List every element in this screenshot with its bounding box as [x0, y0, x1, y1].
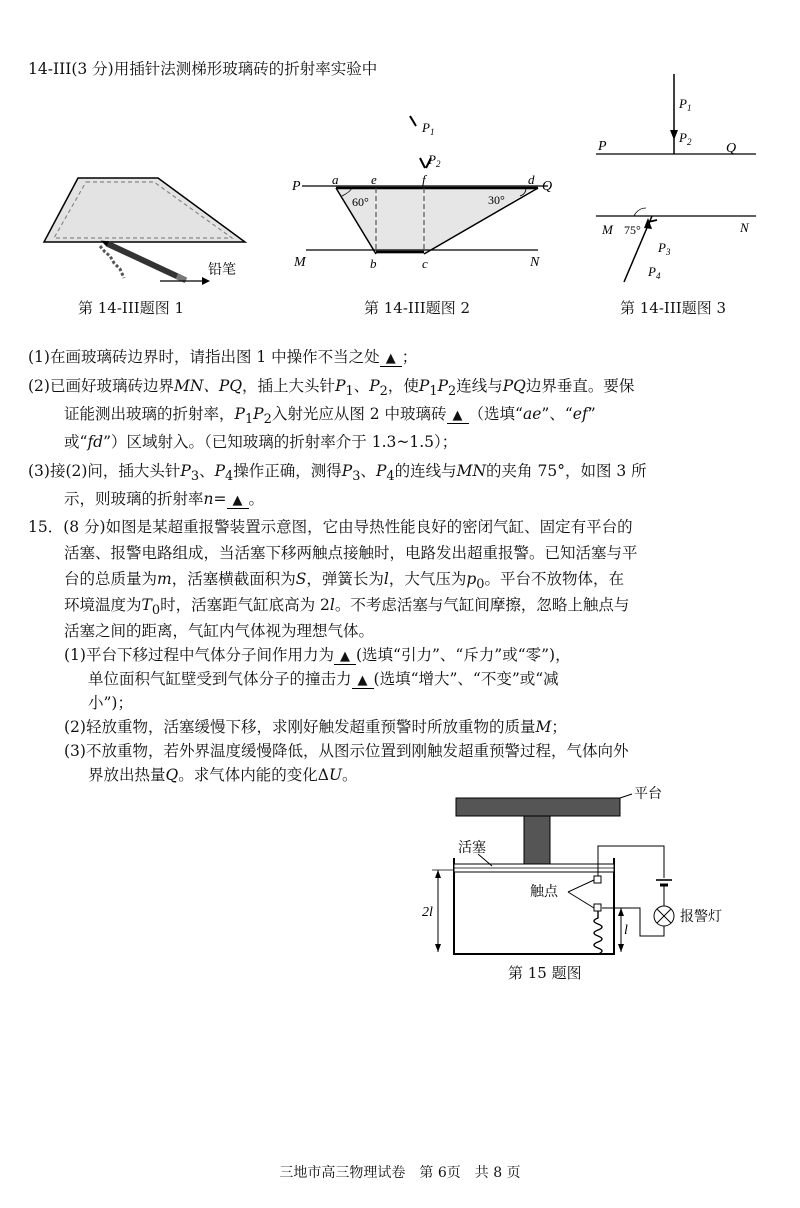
svg-text:M: M — [294, 255, 306, 270]
svg-text:d: d — [528, 172, 535, 187]
svg-text:P3: $P_3$ — [658, 240, 671, 257]
page-footer: 三地市高三物理试卷 第 6页 共 8 页 — [279, 1165, 521, 1181]
figure-3 — [590, 72, 765, 292]
q15-line3: 台的总质量为m，活塞横截面积为S，弹簧长为l，大气压为$p_0$。平台不放物体，在 — [64, 570, 625, 593]
svg-text:a: a — [332, 172, 339, 187]
figure-1 — [40, 168, 270, 288]
q14-part2-line1: (2)已画好玻璃砖边界MN、PQ，插上大头针$P_1$、$P_2$，使$P_1P_2$连线与PQ边界垂直。要保 — [28, 377, 635, 400]
q14-part2-line2: 证能测出玻璃的折射率，$P_1P_2$入射光应从图 2 中玻璃砖 ▲ （选填“ae”、“ef” — [64, 405, 596, 428]
q15-sub1-line3: 小”)； — [88, 694, 133, 712]
svg-text:P2: $P_2$ — [428, 152, 441, 169]
svg-text:f: f — [422, 172, 426, 187]
svg-text:30°: 30° — [488, 193, 505, 207]
svg-text:报警灯: 报警灯 — [680, 910, 722, 925]
svg-text:75°: 75° — [624, 223, 641, 237]
figure-15-caption: 第 15 题图 — [508, 964, 582, 982]
svg-text:P: P — [292, 179, 301, 194]
q15-sub3-line2: 界放出热量Q。求气体内能的变化ΔU。 — [88, 766, 358, 784]
svg-text:P: P — [598, 139, 607, 154]
svg-text:N: N — [530, 255, 540, 270]
svg-text:P2: $P_2$ — [679, 130, 692, 147]
pin-P1 — [410, 116, 416, 126]
svg-text:b: b — [370, 256, 377, 271]
pencil — [99, 238, 187, 283]
spring — [594, 911, 602, 954]
q14-header: 14-III(3 分)用插针法测梯形玻璃砖的折射率实验中 — [28, 60, 378, 78]
q14-part3-line1: (3)接(2)问，插大头针$P_3$、$P_4$操作正确，测得$P_3$、$P_4$的连线与MN的夹角 75°，如图 3 所 — [28, 462, 647, 485]
svg-text:触点: 触点 — [530, 885, 558, 900]
figure-2-caption: 第 14-III题图 2 — [364, 299, 471, 317]
figure-15 — [418, 784, 758, 964]
svg-text:P4: $P_4$ — [648, 264, 661, 281]
q15-sub2: (2)轻放重物，活塞缓慢下移，求刚好触发超重预警时所放重物的质量M； — [64, 718, 567, 736]
q15-sub3-line1: (3)不放重物，若外界温度缓慢降低，从图示位置到刚触发超重预警过程，气体向外 — [64, 742, 629, 760]
svg-text:平台: 平台 — [634, 787, 662, 802]
q14-part1: (1)在画玻璃砖边界时，请指出图 1 中操作不当之处 ▲ ； — [28, 348, 418, 366]
svg-text:l: l — [624, 923, 628, 938]
q14-part3-line2: 示，则玻璃的折射率n= ▲ 。 — [64, 490, 265, 508]
svg-text:e: e — [371, 172, 377, 187]
svg-text:P1: $P_1$ — [679, 96, 692, 113]
svg-text:c: c — [422, 256, 428, 271]
q14-part2-line3: 或“fd”）区域射入。（已知玻璃的折射率介于 1.3~1.5）； — [64, 433, 458, 451]
svg-text:P1: $P_1$ — [422, 120, 435, 137]
svg-text:Q: Q — [726, 141, 737, 156]
piston-rod — [524, 816, 550, 864]
svg-text:60°: 60° — [352, 195, 369, 209]
q15-line1: 15．(8 分)如图是某超重报警装置示意图，它由导热性能良好的密闭气缸、固定有平台的 — [28, 518, 633, 536]
svg-text:2l: 2l — [422, 905, 433, 920]
svg-text:M: M — [602, 222, 613, 237]
q15-sub1-line1: (1)平台下移过程中气体分子间作用力为 ▲ (选填“引力”、“斥力”或“零”)， — [64, 646, 571, 664]
q15-line2: 活塞、报警电路组成，当活塞下移两触点接触时，电路发出超重报警。已知活塞与平 — [64, 544, 638, 562]
pencil-label: 铅笔 — [208, 263, 236, 278]
figure-2 — [288, 108, 568, 278]
q15-line4: 环境温度为$T_0$时，活塞距气缸底高为 2l。不考虑活塞与气缸间摩擦，忽略上触点与 — [64, 596, 630, 619]
svg-text:Q: Q — [542, 179, 553, 194]
q15-line5: 活塞之间的距离，气缸内气体视为理想气体。 — [64, 622, 375, 640]
q15-sub1-line2: 单位面积气缸壁受到气体分子的撞击力 ▲ (选填“增大”、“不变”或“减 — [88, 670, 559, 688]
figure-1-caption: 第 14-III题图 1 — [78, 299, 185, 317]
svg-text:N: N — [740, 220, 749, 235]
platform — [456, 798, 620, 816]
figure-3-caption: 第 14-III题图 3 — [620, 299, 727, 317]
glass-brick — [44, 178, 245, 242]
svg-text:活塞: 活塞 — [458, 841, 486, 856]
